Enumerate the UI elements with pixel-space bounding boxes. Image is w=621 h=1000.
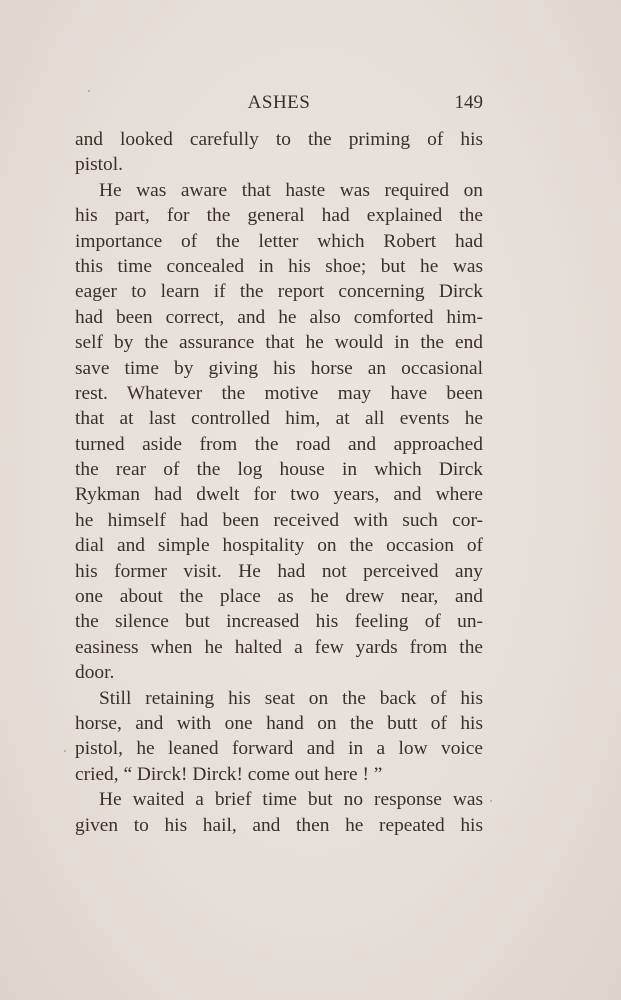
body-text (75, 127, 483, 838)
text-line: dial and simple hospitality on the occasion of (75, 535, 483, 557)
text-line: his former visit. He had not perceived any (75, 560, 483, 582)
running-head: ASHES (247, 92, 311, 113)
page-number: 149 (454, 92, 483, 113)
text-line: horse, and with one hand on the butt of his (75, 712, 483, 734)
text-line: cried, “ Dirck! Dirck! come out here ! ” (75, 763, 383, 785)
text-line: Still retaining his seat on the back of his (99, 687, 483, 709)
text-line: the rear of the log house in which Dirck (75, 459, 483, 481)
text-line: self by the assurance that he would in the end (75, 332, 483, 354)
text-line: easiness when he halted a few yards from the (75, 636, 483, 658)
text-line: given to his hail, and then he repeated his (75, 814, 483, 836)
text-line: door. (75, 662, 115, 684)
text-line: had been correct, and he also comforted him- (75, 306, 483, 328)
text-line: the silence but increased his feeling of un- (75, 611, 483, 633)
text-line: he himself had been received with such cor- (75, 509, 483, 531)
text-line: He was aware that haste was required on (99, 179, 483, 201)
paper-speck (88, 90, 90, 92)
text-line: and looked carefully to the priming of his (75, 129, 483, 150)
text-line: pistol, he leaned forward and in a low voice (75, 738, 483, 760)
text-line: pistol. (75, 154, 123, 176)
text-line: his part, for the general had explained the (75, 205, 483, 227)
paper-speck (490, 800, 492, 802)
text-line: eager to learn if the report concerning Dirck (75, 281, 483, 303)
text-line: save time by giving his horse an occasional (75, 357, 483, 379)
text-line: rest. Whatever the motive may have been (75, 382, 483, 404)
paper-speck (64, 750, 66, 752)
text-line: Rykman had dwelt for two years, and where (75, 484, 483, 506)
text-line: one about the place as he drew near, and (75, 586, 483, 608)
text-line: importance of the letter which Robert had (75, 230, 483, 252)
text-line: that at last controlled him, at all events he (75, 408, 483, 430)
text-line: turned aside from the road and approached (75, 433, 483, 455)
page-header (75, 92, 483, 116)
text-line: He waited a brief time but no response was (99, 789, 483, 811)
text-line: this time concealed in his shoe; but he was (75, 255, 483, 277)
